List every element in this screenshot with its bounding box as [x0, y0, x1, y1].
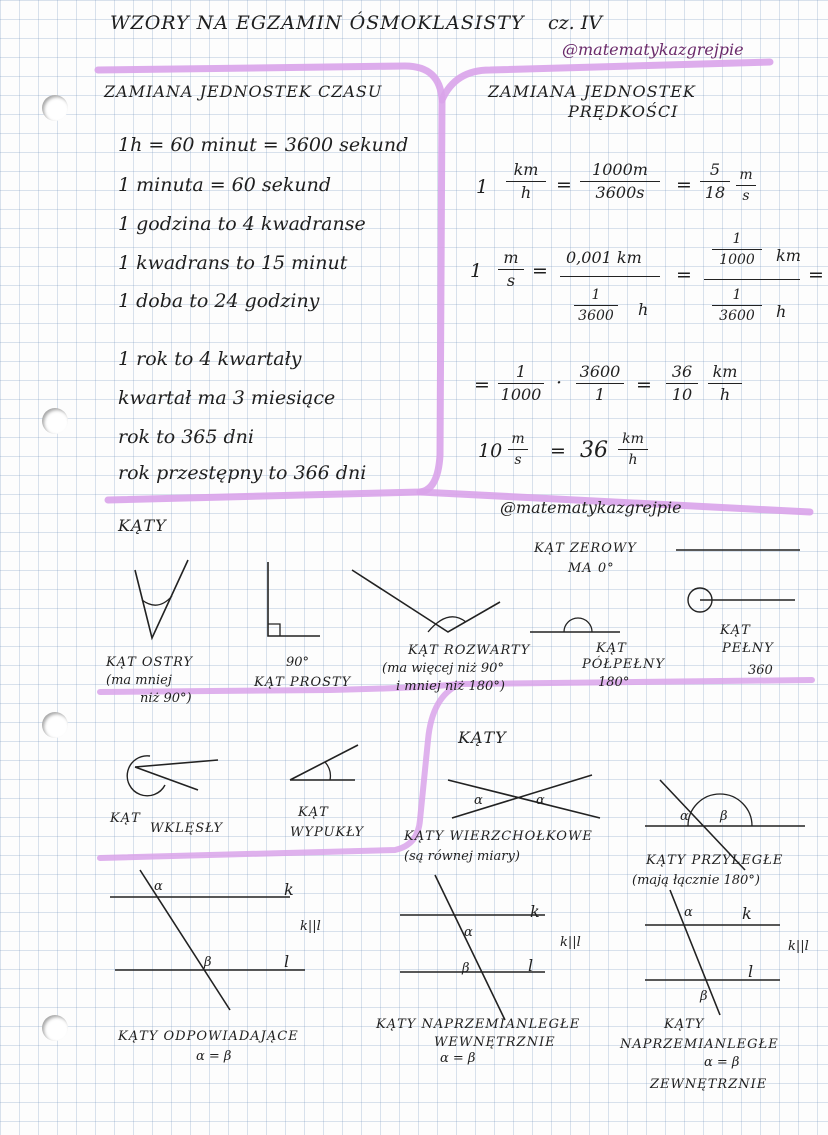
denominator: 3600s [595, 183, 645, 202]
zero-angle-value: MA 0° [568, 561, 615, 576]
denominator: 3600 [719, 308, 755, 324]
denominator: 1000 [719, 252, 755, 268]
parallel-label: k||l [560, 935, 581, 950]
alpha-label: α [680, 809, 689, 824]
equals-sign: = [550, 440, 566, 462]
line-l-label: l [748, 962, 754, 981]
denominator: 1000 [500, 385, 542, 404]
alt-exterior-label: ZEWNĘTRZNIE [650, 1077, 768, 1092]
straight-label: PÓŁPEŁNY [582, 657, 665, 672]
time-line: kwartał ma 3 miesiące [118, 387, 336, 409]
alt-exterior-label: KĄTY [664, 1017, 705, 1032]
unit-km: km [776, 246, 801, 265]
numerator: km [513, 160, 539, 179]
obtuse-label: KĄT ROZWARTY [408, 643, 531, 658]
equals-sign: = [808, 264, 824, 286]
equals-sign: = [556, 174, 572, 196]
denominator: h [719, 385, 731, 404]
fraction-m-s [498, 250, 524, 289]
line-k-label: k [530, 902, 540, 921]
beta-label: β [720, 809, 728, 824]
denominator: 10 [671, 385, 693, 404]
denominator: 3600 [578, 308, 614, 324]
straight-degrees: 180° [598, 675, 630, 690]
right-angle-label: KĄT PROSTY [254, 675, 352, 690]
time-line: 1 minuta = 60 sekund [118, 174, 332, 196]
author-handle: @matematykazgrejpie [500, 498, 682, 517]
fraction-m-s [508, 432, 528, 467]
author-handle: @matematykazgrejpie [562, 40, 744, 59]
alpha-label: α [154, 879, 163, 894]
straight-label: KĄT [596, 641, 627, 656]
corresponding-eq: α = β [196, 1049, 232, 1064]
page-title: WZORY NA EGZAMIN ÓSMOKLASISTY [110, 12, 525, 34]
fraction-km-h [708, 364, 742, 403]
numerator: 5 [709, 160, 721, 179]
beta-label: β [462, 961, 470, 976]
time-line: 1 rok to 4 kwartały [118, 348, 302, 370]
obtuse-desc: (ma więcej niż 90° [382, 661, 504, 676]
alpha-label: α [464, 925, 473, 940]
speed-units-title: ZAMIANA JEDNOSTEK [488, 82, 696, 101]
fraction-1-3600 [712, 288, 762, 323]
acute-desc: (ma mniej [106, 673, 172, 688]
denominator: s [506, 271, 516, 290]
numerator: m [503, 248, 519, 267]
convex-label: WYPUKŁY [290, 825, 365, 840]
fraction-1000m-3600s [580, 162, 660, 201]
equals-sign: = [676, 174, 692, 196]
denominator: h [628, 452, 638, 468]
alt-interior-label: WEWNĘTRZNIE [434, 1035, 556, 1050]
vertical-angles-label: KĄTY WIERZCHOŁKOWE [404, 829, 593, 844]
time-line: 1 godzina to 4 kwadranse [118, 213, 366, 235]
time-units-title: ZAMIANA JEDNOSTEK CZASU [104, 82, 383, 101]
time-line: 1 doba to 24 godziny [118, 290, 320, 312]
beta-label: β [700, 989, 708, 1004]
value-10: 10 [478, 440, 503, 462]
full-label: KĄT [720, 623, 751, 638]
parallel-label: k||l [788, 939, 809, 954]
obtuse-desc: i mniej niż 180°) [396, 679, 505, 694]
equals-sign: = [474, 374, 490, 396]
line-k-label: k [742, 904, 752, 923]
convex-label: KĄT [298, 805, 329, 820]
denominator: s [514, 452, 522, 468]
numerator: 1 [515, 362, 527, 381]
fraction-1-1000 [712, 232, 762, 267]
fraction-3600-1 [576, 364, 624, 403]
alt-exterior-label: NAPRZEMIANLEGŁE [620, 1037, 779, 1052]
full-degrees: 360 [748, 663, 773, 678]
unit-h: h [776, 302, 787, 321]
fraction-m-s [736, 168, 756, 203]
equals-sign: = [636, 374, 652, 396]
numerator: 36 [671, 362, 693, 381]
part-label: cz. IV [548, 12, 602, 34]
fraction-1-1000 [498, 364, 544, 403]
acute-label: KĄT OSTRY [106, 655, 194, 670]
value-36: 36 [580, 438, 608, 463]
equals-sign: = [532, 260, 548, 282]
numerator: m [739, 167, 753, 183]
reflex-label: WKLĘSŁY [150, 821, 224, 836]
numerator: 1 [732, 231, 742, 247]
alt-interior-eq: α = β [440, 1051, 476, 1066]
alt-interior-label: KĄTY NAPRZEMIANLEGŁE [376, 1017, 581, 1032]
multiply-dot: · [556, 372, 563, 394]
parallel-label: k||l [300, 919, 321, 934]
denominator: 18 [704, 183, 726, 202]
time-line: rok przestępny to 366 dni [118, 462, 367, 484]
unit-h: h [638, 300, 649, 319]
right-angle-degrees: 90° [286, 655, 310, 670]
vertical-angles-desc: (są równej miary) [404, 849, 520, 864]
numerator: m [511, 431, 525, 447]
numerator: 1 [732, 287, 742, 303]
alpha-label: α [474, 793, 483, 808]
numerator: 3600 [579, 362, 621, 381]
one-label: 1 [470, 260, 483, 282]
time-line: rok to 365 dni [118, 426, 254, 448]
numerator: km [712, 362, 738, 381]
angles-title-2: KĄTY [458, 728, 507, 747]
fraction-bar [560, 276, 660, 277]
fraction-1-3600 [574, 288, 618, 323]
numerator: km [622, 431, 644, 447]
fraction-5-18 [700, 162, 730, 201]
denominator: s [742, 188, 750, 204]
angles-title: KĄTY [118, 516, 167, 535]
fraction-bar [704, 279, 800, 280]
time-line: 1 kwadrans to 15 minut [118, 252, 348, 274]
full-label: PEŁNY [722, 641, 774, 656]
fraction-36-10 [666, 364, 698, 403]
denominator: 1 [594, 385, 606, 404]
adjacent-desc: (mają łącznie 180°) [632, 873, 760, 888]
equals-sign: = [676, 264, 692, 286]
zero-angle-label: KĄT ZEROWY [534, 541, 637, 556]
line-l-label: l [528, 956, 534, 975]
fraction-km-h [506, 162, 546, 201]
reflex-label: KĄT [110, 811, 141, 826]
alt-exterior-eq: α = β [704, 1055, 740, 1070]
adjacent-label: KĄTY PRZYLEGŁE [646, 853, 784, 868]
denominator: h [520, 183, 532, 202]
numerator: 1 [591, 287, 601, 303]
speed-units-title-2: PRĘDKOŚCI [568, 102, 679, 121]
numerator: 1000m [592, 160, 648, 179]
fraction-km-h [618, 432, 648, 467]
alpha-label: α [536, 793, 545, 808]
corresponding-label: KĄTY ODPOWIADAJĄCE [118, 1029, 299, 1044]
time-line: 1h = 60 minut = 3600 sekund [118, 134, 409, 156]
one-label: 1 [476, 176, 489, 198]
acute-desc: niż 90°) [140, 691, 192, 706]
beta-label: β [204, 955, 212, 970]
row2-numerator: 0,001 km [566, 248, 642, 267]
alpha-label: α [684, 905, 693, 920]
line-k-label: k [284, 880, 294, 899]
line-l-label: l [284, 952, 290, 971]
